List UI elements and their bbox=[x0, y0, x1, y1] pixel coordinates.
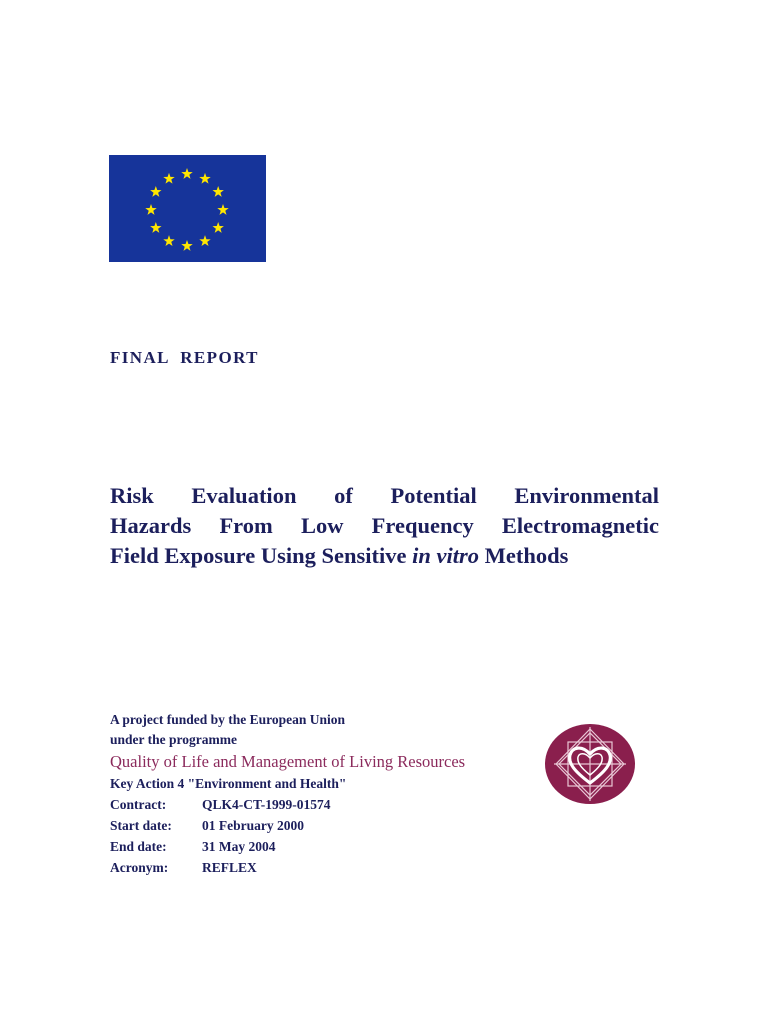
title-line-2: Hazards From Low Frequency Electromagnetic bbox=[110, 513, 659, 538]
end-date-row bbox=[110, 836, 465, 857]
programme-name: Quality of Life and Management of Living Resources bbox=[110, 752, 466, 771]
contract-label: Contract: bbox=[110, 797, 167, 812]
start-date-value: 01 February 2000 bbox=[202, 818, 304, 833]
acronym-value: REFLEX bbox=[202, 860, 257, 875]
acronym-row bbox=[110, 857, 465, 878]
title-line-1: Risk Evaluation of Potential Environmental bbox=[110, 483, 659, 508]
funding-line-1: A project funded by the European Union bbox=[110, 712, 346, 727]
contract-value: QLK4-CT-1999-01574 bbox=[202, 797, 331, 812]
end-date-value: 31 May 2004 bbox=[202, 839, 276, 854]
funding-line-2: under the programme bbox=[110, 732, 237, 747]
acronym-label: Acronym: bbox=[110, 860, 169, 875]
eu-flag-icon bbox=[109, 155, 266, 262]
start-date-label: Start date: bbox=[110, 818, 172, 833]
title-line-3: Field Exposure Using Sensitive in vitro Methods bbox=[110, 543, 569, 568]
quality-of-life-logo-icon bbox=[544, 723, 636, 805]
contract-row bbox=[110, 794, 465, 815]
key-action: Key Action 4 "Environment and Health" bbox=[110, 776, 347, 791]
project-info bbox=[110, 710, 465, 878]
report-type-label: FINAL REPORT bbox=[110, 348, 259, 367]
report-title bbox=[110, 481, 659, 571]
start-date-row bbox=[110, 815, 465, 836]
end-date-label: End date: bbox=[110, 839, 167, 854]
